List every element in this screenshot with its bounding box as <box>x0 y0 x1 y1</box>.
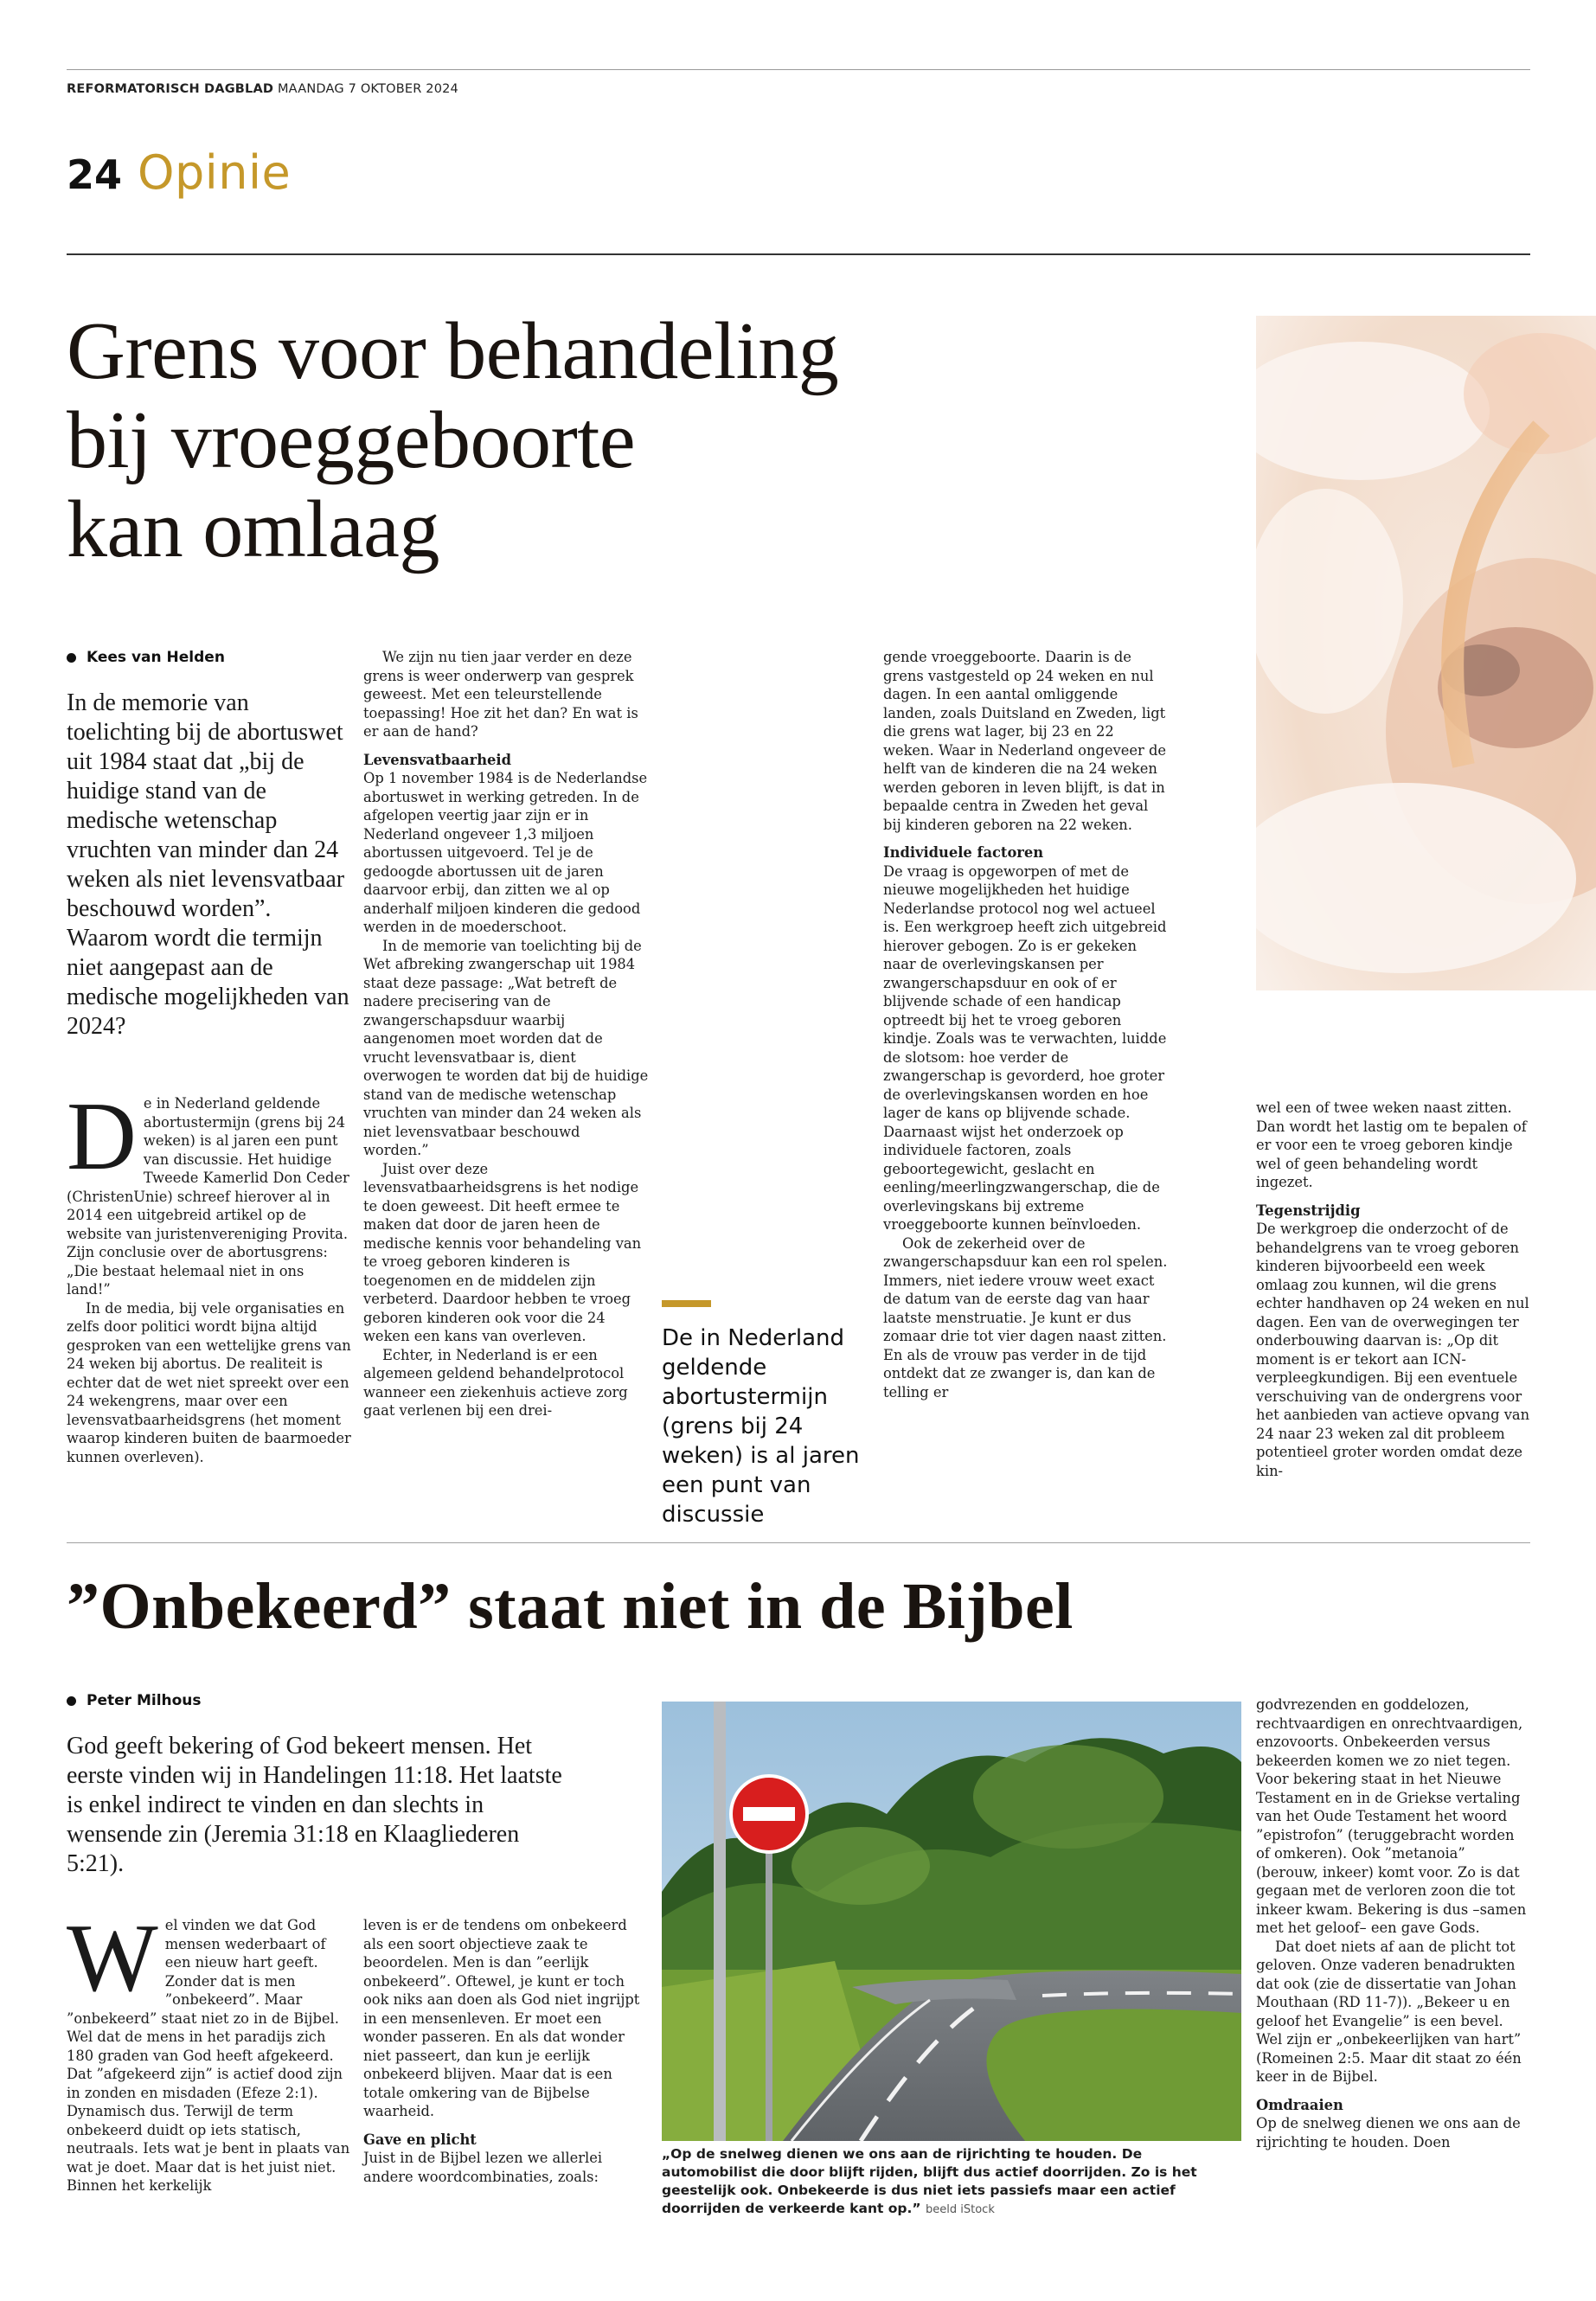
article-divider <box>67 1542 1530 1543</box>
paragraph: Ook de zekerheid over de zwangerschapsduur kan een rol spelen. Immers, niet iedere vrouw weet exact de datum van de eerste dag van haar laatste menstruatie. Je kunt er dus zomaar drie tot vier dagen naast zitten. En als de vrouw pas verder in de tijd ontdekt dat ze zwanger is, dan kan de telling er <box>883 1234 1168 1400</box>
article1-column-3 <box>883 648 1169 1401</box>
paragraph: Juist over deze levensvatbaarheidsgrens is het nodige te doen geweest. Dit heeft ermee te maken dat door de jaren heen de medische kennis voor behandeling van te vroeg geboren kinderen is toegenomen en de middelen zijn verbeterd. Daardoor hebben te vroeg geboren kinderen ook voor die 24 weken een kans van overleven. <box>363 1160 642 1344</box>
road-no-entry-photo <box>662 1702 1241 2141</box>
paragraph: el vinden we dat God mensen wederbaart of een nieuw hart geeft. Zonder dat is men ”onbekeerd”. Maar ”onbekeerd” staat niet zo in de Bijbel. Wel dat de mens in het paradijs zich 180 graden van God heeft afgekeerd. Dat ”afgekeerd zijn” is actief dood zijn in zonden en misdaden (Efeze 2:1). Dynamisch dus. Terwijl de term onbekeerd duidt op iets statisch, neutraals. Iets wat je bent in plaats van wat je doet. Maar dat is het juist niet. Binnen het kerkelijk <box>67 1917 350 2194</box>
headline-line: Grens voor behandeling <box>67 306 839 396</box>
paragraph: In de media, bij vele organisaties en zelfs door politici wordt bijna altijd gesproken van een wettelijke grens van 24 weken bij abortus. De realiteit is echter dat de wet niet spreekt over een 24 wekengrens, maar over een levensvatbaarheidsgrens (het moment waarop kinderen buiten de baarmoeder kunnen overleven). <box>67 1299 351 1465</box>
article1-column-4 <box>1256 1099 1530 1480</box>
paragraph: Op 1 november 1984 is de Nederlandse abortuswet in werking getreden. In de afgelopen veertig jaar zijn er in Nederland ongeveer 1,3 miljoen abortussen uitgevoerd. Tel je de gedoogde abortussen uit de jaren daarvoor erbij, dan zitten we al op anderhalf miljoen kinderen die gedood werden in de moederschoot. <box>363 770 648 935</box>
article2-column-4 <box>1256 1695 1530 2151</box>
dropcap: W <box>67 1905 158 2012</box>
article1-column-1 <box>67 1083 352 1466</box>
article1-column-2 <box>363 648 649 1420</box>
paragraph: wel een of twee weken naast zitten. Dan wordt het lastig om te bepalen of er voor een te vroeg geboren kindje wel of geen behandeling wordt ingezet. <box>1256 1099 1527 1190</box>
paragraph: Dat doet niets af aan de plicht tot geloven. Onze vaderen benadrukten dat ook (zie de dissertatie van Johan Mouthaan (RD 11-7)). „Bekeer u en geloof het Evangelie” is een bevel. Wel zijn er „onbekeerlijken van hart” (Romeinen 2:5. Maar dit staat zo één keer in de Bijbel. <box>1256 1938 1522 2085</box>
caption-text: „Op de snelweg dienen we ons aan de rijrichting te houden. De automobilist die door blijft rijden, blijft dus actief doorrijden. Zo is het geestelijk ook. Onbekeerde is dus niet iets passiefs maar een actief doorrijden de verkeerde kant op.” <box>662 2146 1197 2216</box>
paragraph: Echter, in Nederland is er een algemeen geldend behandelprotocol wanneer een ziekenhuis actieve zorg gaat verlenen bij een drei- <box>363 1346 628 1419</box>
paragraph: e in Nederland geldende abortustermijn (grens bij 24 weken) is al jaren een punt van discussie. Het huidige Tweede Kamerlid Don Ceder (ChristenUnie) schreef hierover al in 2014 een uitgebreid artikel op de website van juristenvereniging Provita. Zijn conclusie over de abortusgrens: „Die bestaat helemaal niet in ons land!” <box>67 1095 349 1298</box>
section-header <box>67 145 292 200</box>
masthead <box>67 69 1530 96</box>
article2-column-2 <box>363 1916 649 2186</box>
article1-author: Kees van Helden <box>87 649 225 666</box>
newspaper-name: REFORMATORISCH DAGBLAD <box>67 82 274 96</box>
byline-bullet <box>67 653 76 663</box>
paragraph: godvrezenden en goddelozen, rechtvaardigen en onrechtvaardigen, enzovoorts. Onbekeerden versus bekeerden komen we zo niet tegen. Voor bekering staat in het Nieuwe Testament en in de Griekse vertaling van het Oude Testament het woord ”epistrofon” (teruggebracht worden of omkeren). Ook ”metanoia” (berouw, inkeer) komt voor. Zo is dat gegaan met de verloren zoon die tot inkeer kwam. Bekering is dus –samen met het geloof– een gave Gods. <box>1256 1696 1527 1936</box>
page-number: 24 <box>67 151 123 198</box>
paragraph: Op de snelweg dienen we ons aan de rijrichting te houden. Doen <box>1256 2115 1521 2150</box>
paragraph: De werkgroep die onderzocht of de behandelgrens van te vroeg geboren kinderen bijvoorbeeld een week omlaag zou kunnen, wil die grens echter handhaven op 24 weken en nul dagen. Een van de overwegingen ter onderbouwing daarvan is: „Op dit moment is er tekort aan ICN-verpleegkundigen. Bij een eventuele verschuiving van de ondergrens voor het aanbieden van actieve opvang van 24 naar 23 weken zal dit probleem potentieel groter worden omdat deze kin- <box>1256 1221 1530 1479</box>
headline-line: kan omlaag <box>67 484 439 574</box>
subheading: Gave en plicht <box>363 2131 477 2148</box>
paragraph: leven is er de tendens om onbekeerd als een soort objectieve zaak te beoordelen. Men is dan ”eerlijk onbekeerd”. Oftewel, je kunt er toch ook niks aan doen als God niet ingrijpt in een mensenleven. Er moet een wonder passeren. En als dat wonder niet passeert, dan kun je eerlijk onbekeerd blijven. Maar dat is een totale omkering van de Bijbelse waarheid. <box>363 1917 640 2119</box>
article2-column-1 <box>67 1905 352 2195</box>
newborn-photo <box>1256 316 1596 990</box>
section-rule <box>67 253 1530 255</box>
paragraph: In de memorie van toelichting bij de Wet afbreking zwangerschap uit 1984 staat deze passage: „Wat betreft de nadere precisering van de zwangerschapsduur waarbij aangenomen moet worden dat de vrucht levensvatbaar is, dient overwogen te worden dat bij de huidige stand van de medische wetenschap vruchten van minder dan 24 weken als niet levensvatbaar beschouwd worden.” <box>363 937 649 1158</box>
section-name: Opinie <box>138 145 292 200</box>
article2-headline: ”Onbekeerd” staat niet in de Bijbel <box>67 1570 1074 1643</box>
subheading: Levensvatbaarheid <box>363 751 511 768</box>
subheading: Individuele factoren <box>883 844 1044 861</box>
article2-byline <box>67 1692 202 1709</box>
subheading: Tegenstrijdig <box>1256 1202 1361 1219</box>
dropcap: D <box>67 1083 137 1190</box>
headline-line: bij vroeggeboorte <box>67 395 636 485</box>
article2-intro: God geeft bekering of God bekeert mensen. Het eerste vinden wij in Handelingen 11:18. Het laatste is enkel indirect te vinden en dan slechts in wensende zin (Jeremia 31:18 en Klaagliederen 5:21). <box>67 1733 562 1877</box>
article1-pullquote: De in Nederland geldende abortustermijn (grens bij 24 weken) is al jaren een punt van discussie <box>662 1325 860 1528</box>
photo-credit: beeld iStock <box>926 2203 995 2216</box>
pullquote-accent-bar <box>662 1300 711 1307</box>
article1-byline <box>67 649 225 666</box>
road-photo-illustration <box>662 1702 1241 2141</box>
paragraph: We zijn nu tien jaar verder en deze grens is weer onderwerp van gesprek geweest. Met een teleurstellende toepassing! Hoe zit het dan? En wat is er aan de hand? <box>363 649 638 740</box>
byline-bullet <box>67 1696 76 1706</box>
paragraph: Juist in de Bijbel lezen we allerlei andere woordcombinaties, zoals: <box>363 2150 603 2185</box>
article1-intro: In de memorie van toelichting bij de abortuswet uit 1984 staat dat „bij de huidige stand van de medische wetenschap vruchten van minder dan 24 weken als niet levensvatbaar beschouwd worden”. Waarom wordt die termijn niet aangepast aan de medische mogelijkheden van 2024? <box>67 689 349 1040</box>
paragraph: gende vroeggeboorte. Daarin is de grens vastgesteld op 24 weken en nul dagen. In een aantal omliggende landen, zoals Duitsland en Zweden, ligt die grens wat lager, bij 23 en 22 weken. Waar in Nederland ongeveer de helft van de kinderen die na 24 weken werden geboren in leven blijft, is dat in bepaalde centra in Zweden het geval bij kinderen geboren na 22 weken. <box>883 649 1167 833</box>
article1-headline <box>67 307 1105 574</box>
subheading: Omdraaien <box>1256 2096 1343 2113</box>
paragraph: De vraag is opgeworpen of met de nieuwe mogelijkheden het huidige Nederlandse protocol nog wel actueel is. Een werkgroep heeft zich uitgebreid hierover gebogen. Zo is er gekeken naar de overlevingskansen per zwangerschapsduur en ook of er blijvende schade of een handicap optreedt bij het te vroeg geboren kindje. Zoals was te verwachten, luidde de slotsom: hoe verder de zwangerschap is gevorderd, hoe groter de overlevingskansen worden en hoe lager de kans op blijvende schade. Daarnaast wijst het onderzoek op individuele factoren, zoals geboortegewicht, geslacht en eenling/meerlingzwangerschap, die de overlevingskans bij extreme vroeggeboorte kunnen beïnvloeden. <box>883 862 1167 1233</box>
newborn-photo-illustration <box>1256 316 1596 990</box>
article2-author: Peter Milhous <box>87 1692 202 1709</box>
issue-date: MAANDAG 7 OKTOBER 2024 <box>277 82 458 96</box>
photo-caption <box>662 2145 1241 2219</box>
